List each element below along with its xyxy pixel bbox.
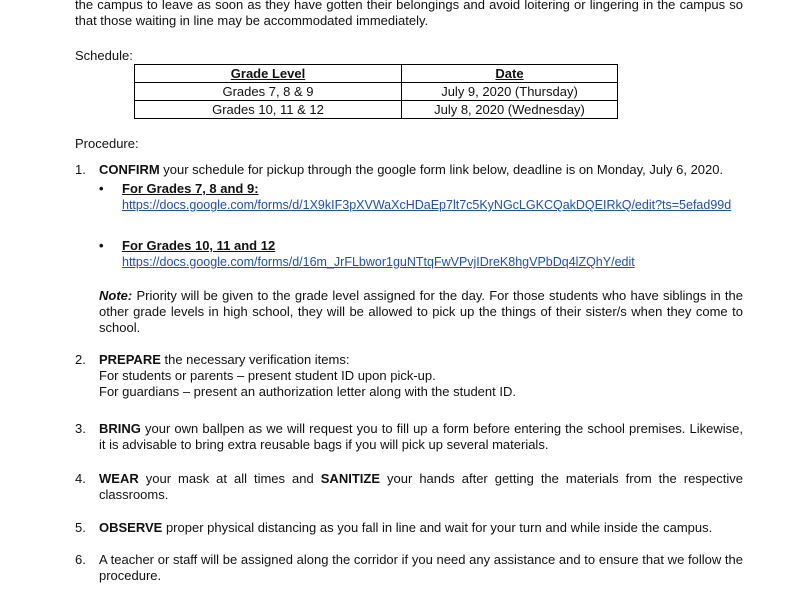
step-number: 2. — [75, 352, 86, 367]
table-cell-date: July 9, 2020 (Thursday) — [402, 83, 618, 101]
step-number: 6. — [75, 552, 86, 567]
table-cell-grade: Grades 10, 11 & 12 — [135, 101, 402, 119]
schedule-table — [134, 64, 618, 119]
google-form-link-grades-7-9[interactable]: https://docs.google.com/forms/d/1X9kIF3pXVWaXcHDaEp7lt7c5KyNGcLGKCQakDQEIRkQ/edit?ts=5efad99d — [122, 198, 732, 212]
step-text — [99, 162, 743, 178]
step-keyword: BRING — [99, 421, 141, 436]
step-keyword-sanitize: SANITIZE — [320, 471, 380, 486]
procedure-step-2 — [75, 352, 743, 400]
step-text — [99, 471, 743, 503]
step-description: proper physical distancing as you fall in line and wait for your turn and while inside the campus. — [162, 520, 713, 535]
step-text — [99, 352, 743, 400]
table-cell-date: July 8, 2020 (Wednesday) — [402, 101, 618, 119]
note-label: Note: — [99, 288, 133, 303]
table-header-date: Date — [402, 65, 618, 83]
step-text — [99, 520, 743, 536]
step-text: A teacher or staff will be assigned along the corridor if you need any assistance and to ensure that we follow the procedure. — [99, 552, 743, 583]
step-keyword: CONFIRM — [99, 162, 160, 177]
intro-paragraph: the campus to leave as soon as they have gotten their belongings and avoid loitering or lingering in the campus so that those waiting in line may be accommodated immediately. — [75, 0, 743, 28]
step-number: 1. — [75, 162, 86, 177]
priority-note — [99, 288, 743, 336]
step-number: 3. — [75, 421, 86, 436]
step-number: 4. — [75, 471, 86, 486]
table-header-row — [135, 65, 618, 83]
bullet-icon: • — [99, 181, 104, 196]
step-keyword: OBSERVE — [99, 520, 163, 535]
google-form-link-grades-10-12[interactable]: https://docs.google.com/forms/d/16m_JrFLbwor1guNTtqFwVPvjIDreK8hgVPbDq4lZQhY/edit — [122, 255, 635, 269]
step-keyword: WEAR — [99, 471, 139, 486]
step-description: your schedule for pickup through the google form link below, deadline is on Monday, July 6, 2020. — [159, 162, 724, 177]
bullet-grades-7-9 — [99, 181, 739, 213]
step-number: 5. — [75, 520, 86, 535]
note-text: Priority will be given to the grade level assigned for the day. For those students who have siblings in the other grade levels in high school, they will be allowed to pick up the things of their sister/s when they come to school. — [99, 288, 743, 335]
table-header-grade-level: Grade Level — [135, 65, 402, 83]
procedure-label: Procedure: — [75, 136, 139, 151]
procedure-step-4 — [75, 471, 743, 503]
procedure-step-3 — [75, 421, 743, 453]
bullet-title: For Grades 7, 8 and 9: — [122, 181, 259, 196]
step-line-students: For students or parents – present student ID upon pick-up. — [99, 368, 436, 383]
step-line-guardians: For guardians – present an authorization letter along with the student ID. — [99, 384, 516, 399]
step-description: your own ballpen as we will request you to fill up a form before entering the school premises. Likewise, it is advisable to bring extra reusable bags if you will pick up several materials. — [99, 421, 743, 452]
bullet-grades-10-12 — [99, 238, 739, 270]
procedure-step-5 — [75, 520, 743, 536]
bullet-icon: • — [99, 238, 104, 253]
procedure-step-1 — [75, 162, 743, 178]
step-keyword: PREPARE — [99, 352, 161, 367]
table-cell-grade: Grades 7, 8 & 9 — [135, 83, 402, 101]
step-description-2: your hands after getting the materials from the respective classrooms. — [99, 471, 744, 502]
procedure-step-6 — [75, 552, 743, 584]
table-row — [135, 83, 618, 101]
step-description: your mask at all times and — [138, 471, 321, 486]
bullet-title: For Grades 10, 11 and 12 — [122, 238, 276, 253]
step-text — [99, 421, 743, 453]
schedule-label: Schedule: — [75, 48, 133, 63]
table-row — [135, 101, 618, 119]
step-description: the necessary verification items: — [160, 352, 350, 367]
